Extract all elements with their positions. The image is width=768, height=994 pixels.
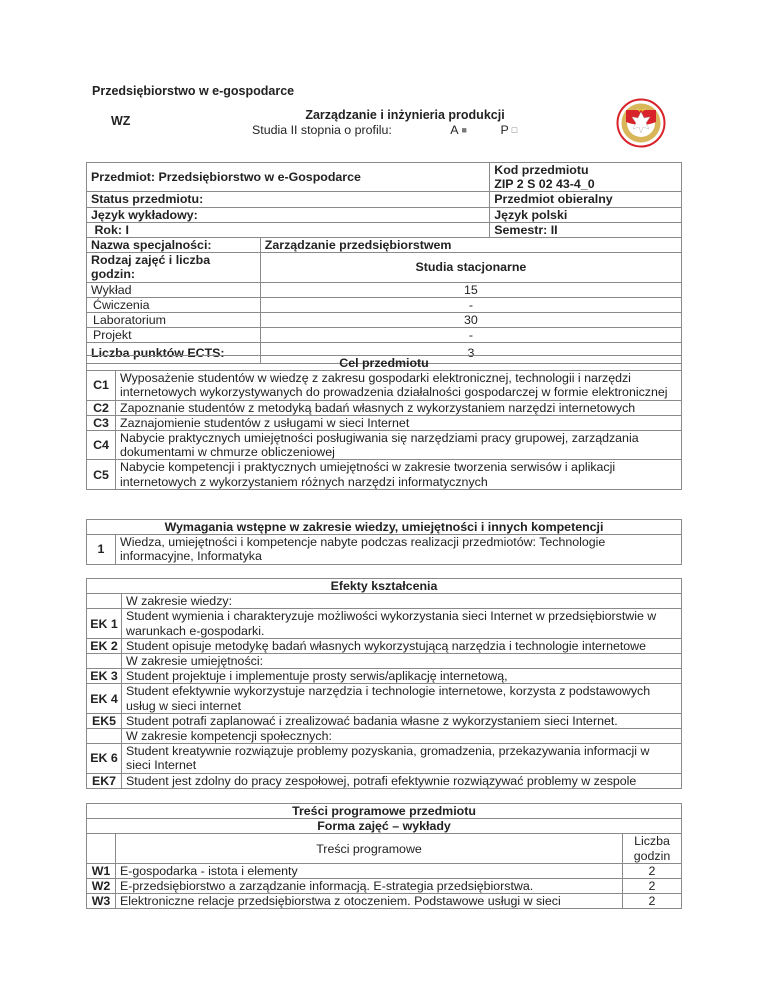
outcomes-header: Efekty kształcenia — [87, 579, 682, 594]
profile-line — [250, 123, 540, 137]
column-content-header: Treści programowe — [116, 834, 623, 863]
subject-name: Przedmiot: Przedsiębiorstwo w e-Gospodarce — [87, 163, 490, 192]
goals-table — [86, 355, 682, 490]
outcome-row: EK 2 Student opisuje metodykę badań własnych wykorzystującą narzędzia i technologie internetowe — [87, 638, 682, 653]
profile-option-a: A ■ — [450, 123, 467, 137]
subject-info-table — [86, 162, 682, 364]
requirement-row: 1 Wiedza, umiejętności i kompetencje nabyte podczas realizacji przedmiotów: Technologie informacyjne, Informatyka — [87, 535, 682, 564]
faculty-code: WZ — [111, 114, 131, 128]
specialty-label: Nazwa specjalności: — [87, 238, 261, 253]
outcome-row: EK7 Student jest zdolny do pracy zespołowej, potrafi efektywnie rozwiązywać problemy w zespole — [87, 773, 682, 788]
requirements-header: Wymagania wstępne w zakresie wiedzy, umiejętności i innych kompetencji — [87, 520, 682, 535]
field-of-study: Zarządzanie i inżynieria produkcji — [305, 108, 505, 122]
year-cell: Rok: I — [87, 222, 490, 237]
goals-header: Cel przedmiotu — [87, 356, 682, 371]
language-label: Język wykładowy: — [87, 207, 490, 222]
outcome-section-row: W zakresie umiejętności: — [87, 654, 682, 669]
document-title: Przedsiębiorstwo w e-gospodarce — [92, 84, 295, 98]
language-value: Język polski — [490, 207, 682, 222]
goal-row: C2 Zapoznanie studentów z metodyką badań własnych z wykorzystaniem narzędzi internetowych — [87, 400, 682, 415]
outcome-row: EK 6 Student kreatywnie rozwiązuje problemy pozyskania, gromadzenia, przekazywania informacji w sieci Internet — [87, 744, 682, 773]
status-label: Status przedmiotu: — [87, 192, 490, 207]
goal-row: C1 Wyposażenie studentów w wiedzę z zakresu gospodarki elektronicznej, technologii i narzędzi internetowych wykorzystywanych do prowadzenia działalności gospodarczej w formie elektronicznej — [87, 371, 682, 400]
classes-label: Rodzaj zajęć i liczba godzin: — [87, 253, 261, 282]
study-mode: Studia stacjonarne — [260, 253, 681, 282]
outcome-row: EK 1 Student wymienia i charakteryzuje możliwości wykorzystania sieci Internet w przedsiębiorstwie w warunkach e-gospodarki. — [87, 609, 682, 638]
program-row: W2 E-przedsiębiorstwo a zarządzanie informacją. E-strategia przedsiębiorstwa. 2 — [87, 879, 682, 894]
subject-code: ZIP 2 S 02 43-4_0 — [494, 177, 595, 192]
hours-row: Laboratorium 30 — [87, 313, 682, 328]
ects-value: 3 — [260, 343, 681, 364]
outcome-row: EK5 Student potrafi zaplanować i zrealizować badania własne z wykorzystaniem sieci Internet. — [87, 713, 682, 728]
status-value: Przedmiot obieralny — [490, 192, 682, 207]
study-header — [250, 108, 540, 137]
unchecked-box-icon: □ — [511, 125, 518, 135]
outcome-section-row: W zakresie kompetencji społecznych: — [87, 729, 682, 744]
requirements-table — [86, 519, 682, 565]
specialty-value: Zarządzanie przedsiębiorstwem — [260, 238, 681, 253]
ects-label: Liczba punktów ECTS: — [87, 343, 261, 364]
program-header: Treści programowe przedmiotu — [87, 804, 682, 819]
checked-box-icon: ■ — [461, 125, 467, 135]
profile-label: Studia II stopnia o profilu: — [252, 123, 392, 137]
program-content-table — [86, 803, 682, 909]
profile-option-p: P □ — [500, 123, 518, 137]
outcome-row: EK 4 Student efektywnie wykorzystuje narzędzia i technologie internetowe, korzysta z podstawowych usług w sieci internet — [87, 684, 682, 713]
outcome-row: EK 3 Student projektuje i implementuje prosty serwis/aplikację internetową, — [87, 669, 682, 684]
program-row: W3 Elektroniczne relacje przedsiębiorstwa z otoczeniem. Podstawowe usługi w sieci 2 — [87, 894, 682, 909]
goal-row: C4 Nabycie praktycznych umiejętności posługiwania się narzędziami pracy grupowej, zarządzania dokumentami w chmurze obliczeniowej — [87, 431, 682, 460]
learning-outcomes-table — [86, 578, 682, 789]
semester-value: Semestr: II — [490, 222, 682, 237]
hours-row: Wykład 15 — [87, 282, 682, 297]
goal-row: C3 Zaznajomienie studentów z usługami w sieci Internet — [87, 415, 682, 430]
column-hours-header: Liczba godzin — [623, 834, 682, 863]
program-form: Forma zajęć – wykłady — [87, 819, 682, 834]
hours-row: Projekt - — [87, 328, 682, 343]
program-row: W1 E-gospodarka - istota i elementy 2 — [87, 863, 682, 878]
hours-row: Ćwiczenia - — [87, 297, 682, 312]
goal-row: C5 Nabycie kompetencji i praktycznych umiejętności w zakresie tworzenia serwisów i aplikacji internetowych z wykorzystaniem różnych narzędzi informatycznych — [87, 460, 682, 489]
subject-code-cell: Kod przedmiotu ZIP 2 S 02 43-4_0 — [490, 163, 682, 192]
outcome-section-row: W zakresie wiedzy: — [87, 594, 682, 609]
university-emblem-icon — [616, 98, 666, 148]
